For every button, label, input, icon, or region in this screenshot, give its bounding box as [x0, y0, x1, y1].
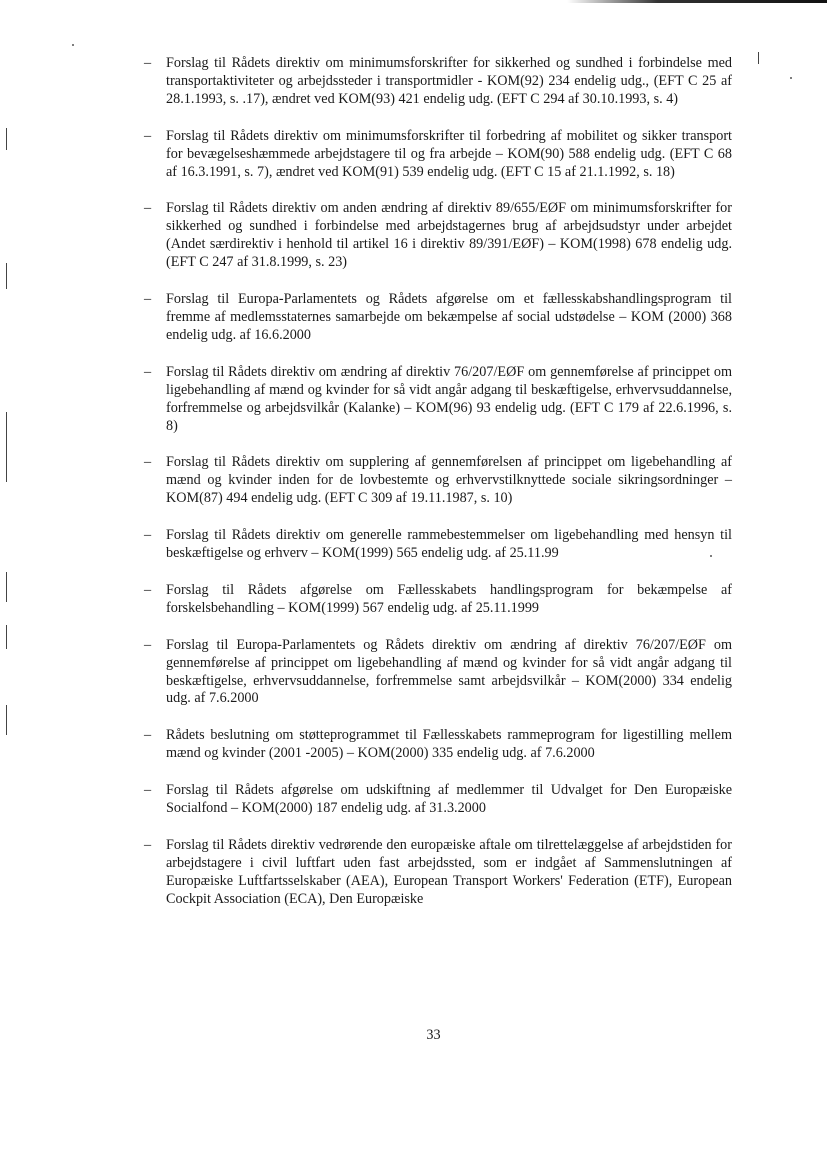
list-item [144, 582, 732, 618]
scan-margin-mark [6, 705, 7, 735]
list-item [144, 364, 732, 436]
proposal-list [144, 55, 732, 928]
list-item-text: Forslag til Europa-Parlamentets og Rådets afgørelse om et fællesskabshandlingsprogram til fremme af medlemsstaternes samarbejde om bekæmpelse af social udstødelse – KOM (2000) 368 endelig udg. af 16.6.2000 [166, 291, 732, 343]
list-item-text: Rådets beslutning om støtteprogrammet til Fællesskabets rammeprogram for ligestilling mellem mænd og kvinder (2001 -2005) – KOM(2000) 335 endelig udg. af 7.6.2000 [166, 727, 732, 762]
list-item [144, 527, 732, 563]
list-item-text: Forslag til Rådets direktiv om ændring af direktiv 76/207/EØF om gennemførelse af princippet om ligebehandling af mænd og kvinder for så vidt angår adgang til beskæftigelse, erhvervsuddannelse, forfremmelse og arbejdsvilkår (Kalanke) – KOM(96) 93 endelig udg. (EFT C 179 af 22.6.1996, s. 8) [166, 363, 732, 434]
list-item-text: Forslag til Rådets direktiv om anden ændring af direktiv 89/655/EØF om minimumsforskrifter for sikkerhed og sundhed i forbindelse med arbejdstagernes brug af arbejdsudstyr under arbejdet (Andet særdirektiv i henhold til artikel 16 i direktiv 89/391/EØF) – KOM(1998) 678 endelig udg. (EFT C 247 af 31.8.1999, s. 23) [166, 200, 732, 271]
list-dash: – [144, 127, 152, 144]
list-item [144, 454, 732, 508]
list-item [144, 637, 732, 709]
scan-margin-mark [6, 572, 7, 602]
list-dash: – [144, 291, 152, 308]
list-item-text: Forslag til Rådets direktiv om minimumsforskrifter til forbedring af mobilitet og sikker transport for bevægelseshæmmede arbejdstagere til og fra arbejde – KOM(90) 588 endelig udg. (EFT C 68 af 16.3.1991, s. 7), ændret ved KOM(91) 539 endelig udg. (EFT C 15 af 21.1.1992, s. 18) [166, 127, 732, 180]
list-dash: – [144, 527, 152, 544]
list-item [144, 727, 732, 763]
list-item [144, 55, 732, 109]
list-item [144, 782, 732, 818]
list-item [144, 291, 732, 345]
list-item [144, 128, 732, 182]
list-dash: – [144, 636, 152, 653]
list-dash: – [144, 454, 152, 471]
list-item-text: Forslag til Europa-Parlamentets og Rådets direktiv om ændring af direktiv 76/207/EØF om gennemførelse af princippet om ligebehandling af mænd og kvinder for så vidt angår adgang til beskæftigelse, erhvervsuddannelse, forfremmelse samt arbejdsvilkår – KOM(2000) 334 endelig udg. af 7.6.2000 [166, 636, 732, 707]
list-item-text: Forslag til Rådets afgørelse om udskiftning af medlemmer til Udvalget for Den Europæiske Socialfond – KOM(2000) 187 endelig udg. af 31.3.2000 [166, 782, 732, 817]
list-item-text: Forslag til Rådets direktiv om generelle rammebestemmelser om ligebehandling med hensyn til beskæftigelse og erhverv – KOM(1999) 565 endelig udg. af 25.11.99 [166, 527, 732, 562]
scan-margin-mark [6, 625, 7, 649]
page-number: 33 [426, 1027, 441, 1043]
list-dash: – [144, 837, 152, 853]
list-dash: – [144, 363, 152, 380]
list-item-text: Forslag til Rådets direktiv om supplering af gennemførelsen af princippet om ligebehandling af mænd og kvinder inden for de lovbestemte og erhvervstilknyttede sociale sikringsordninger – KOM(87) 494 endelig udg. (EFT C 309 af 19.11.1987, s. 10) [166, 454, 732, 507]
list-item [144, 200, 732, 272]
list-dash: – [144, 200, 152, 217]
list-dash: – [144, 782, 152, 799]
scan-dot [72, 44, 74, 46]
scan-margin-mark [6, 263, 7, 289]
scan-margin-mark [6, 128, 7, 150]
list-dash: – [144, 581, 152, 598]
list-item-text: Forslag til Rådets direktiv om minimumsforskrifter for sikkerhed og sundhed i forbindelse med transportaktiviteter og arbejdssteder i transportmidler - KOM(92) 234 endelig udg., (EFT C 25 af 28.1.1993, s. .17), ændret ved KOM(93) 421 endelig udg. (EFT C 294 af 30.10.1993, s. 4) [166, 55, 732, 107]
list-dash: – [144, 55, 152, 71]
list-item-text: Forslag til Rådets afgørelse om Fællesskabets handlingsprogram for bekæmpelse af forskelsbehandling – KOM(1999) 567 endelig udg. af 25.11.1999 [166, 581, 732, 616]
list-item [144, 837, 732, 909]
scan-dot [790, 77, 792, 79]
scan-margin-mark [758, 52, 759, 64]
list-item-text: Forslag til Rådets direktiv vedrørende den europæiske aftale om tilrettelæggelse af arbejdstiden for arbejdstagere i civil luftfart uden fast arbejdssted, som er indgået af Sammenslutningen af Europæiske Luftfartsselskaber (AEA), European Transport Workers' Federation (ETF), European Cockpit Association (ECA), Den Europæiske [166, 837, 732, 907]
list-dash: – [144, 727, 152, 744]
scan-edge-line [567, 0, 827, 3]
scan-margin-mark [6, 412, 7, 482]
